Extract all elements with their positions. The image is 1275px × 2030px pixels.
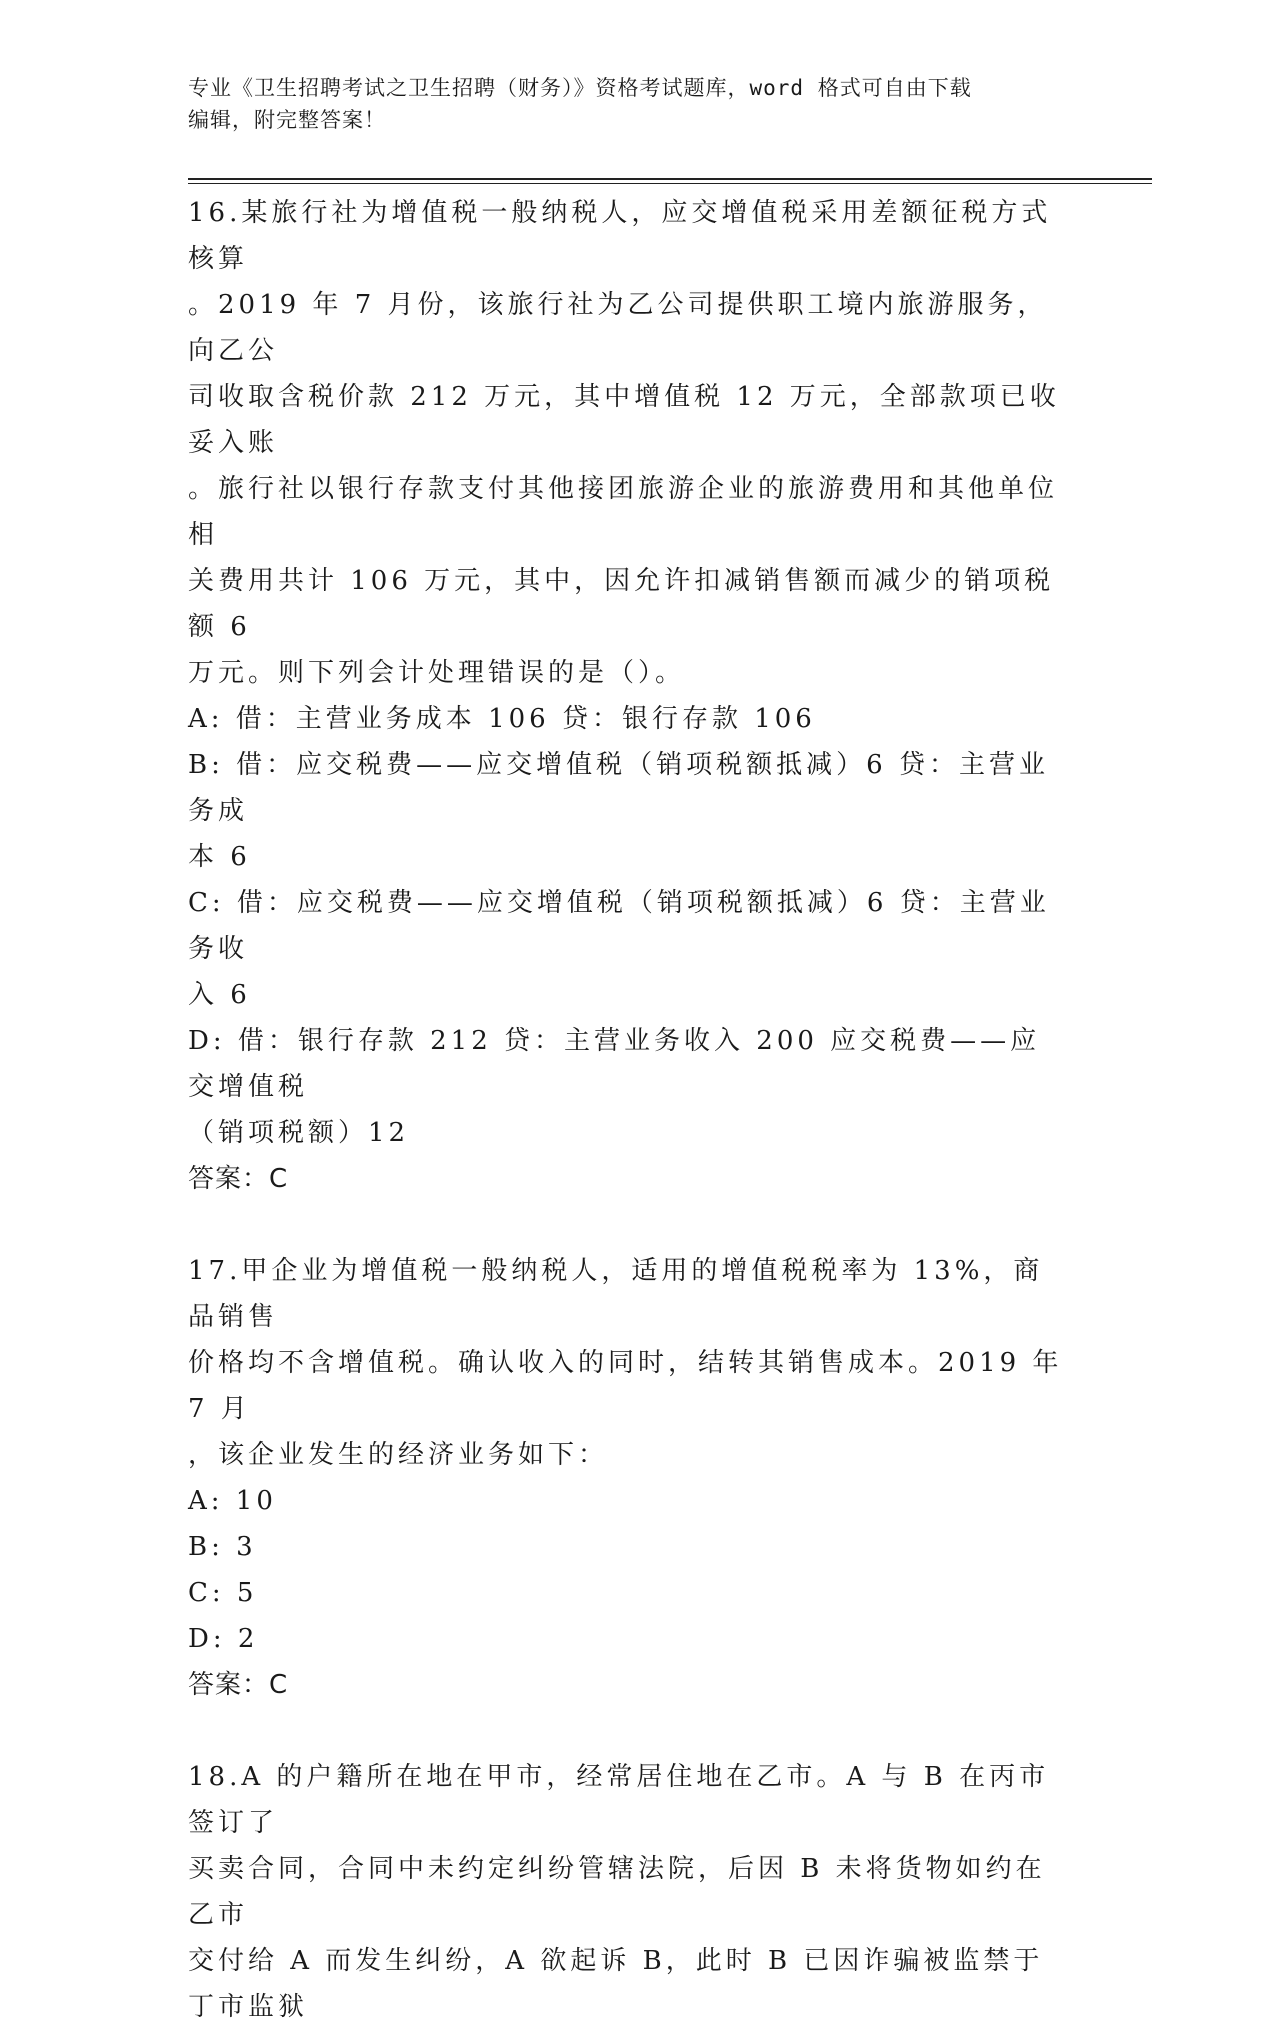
option-line: C: 5	[188, 1578, 258, 1608]
question-stem	[188, 190, 1068, 696]
question-stem	[188, 1754, 1068, 2030]
option-line: D: 借：银行存款 212 贷：主营业务收入 200 应交税费——应交增值税	[188, 1026, 1041, 1102]
stem-line: 18.A 的户籍所在地在甲市，经常居住地在乙市。A 与 B 在丙市签订了	[188, 1762, 1050, 1838]
option-line: C: 借：应交税费——应交增值税（销项税额抵减）6 贷：主营业务收	[188, 888, 1050, 964]
stem-line: ，该企业发生的经济业务如下：	[188, 1440, 609, 1470]
header-line-2: 编辑，附完整答案！	[188, 108, 386, 132]
stem-line: 17.甲企业为增值税一般纳税人，适用的增值税税率为 13%，商品销售	[188, 1256, 1044, 1332]
option-line: A: 10	[188, 1486, 277, 1516]
option-line: 本 6	[188, 842, 251, 872]
question-stem	[188, 1248, 1068, 1478]
question-18	[188, 1754, 1068, 2030]
option-line: B: 3	[188, 1532, 257, 1562]
document-header	[188, 72, 1068, 136]
stem-line: 。2019 年 7 月份，该旅行社为乙公司提供职工境内旅游服务，向乙公	[188, 290, 1048, 366]
answer-label: 答案：C	[188, 1670, 289, 1700]
option-line: 入 6	[188, 980, 251, 1010]
stem-line: 交付给 A 而发生纠纷，A 欲起诉 B，此时 B 已因诈骗被监禁于丁市监狱	[188, 1946, 1044, 2022]
stem-line: 万元。则下列会计处理错误的是（）。	[188, 658, 686, 688]
option-line: B: 借：应交税费——应交增值税（销项税额抵减）6 贷：主营业务成	[188, 750, 1049, 826]
option-line: D: 2	[188, 1624, 259, 1654]
header-rule-thin	[188, 183, 1152, 184]
question-list	[188, 190, 1068, 2030]
stem-line: 价格均不含增值税。确认收入的同时，结转其销售成本。2019 年 7 月	[188, 1348, 1063, 1424]
question-spacer	[188, 1708, 1068, 1754]
header-line-1: 专业《卫生招聘考试之卫生招聘（财务）》资格考试题库，word 格式可自由下载	[188, 76, 972, 100]
option-line: （销项税额）12	[188, 1118, 410, 1148]
option-list	[188, 696, 1068, 1156]
option-list	[188, 1478, 1068, 1662]
stem-line: 16.某旅行社为增值税一般纳税人，应交增值税采用差额征税方式核算	[188, 198, 1052, 274]
stem-line: 。旅行社以银行存款支付其他接团旅游企业的旅游费用和其他单位相	[188, 474, 1059, 550]
option-line: A: 借：主营业务成本 106 贷：银行存款 106	[188, 704, 816, 734]
question-spacer	[188, 1202, 1068, 1248]
answer-label: 答案：C	[188, 1164, 289, 1194]
stem-line: 买卖合同，合同中未约定纠纷管辖法院，后因 B 未将货物如约在乙市	[188, 1854, 1046, 1930]
question-16	[188, 190, 1068, 1202]
stem-line: 关费用共计 106 万元，其中，因允许扣减销售额而减少的销项税额 6	[188, 566, 1055, 642]
stem-line: 司收取含税价款 212 万元，其中增值税 12 万元，全部款项已收妥入账	[188, 382, 1060, 458]
question-17	[188, 1248, 1068, 1708]
header-rule-thick	[188, 178, 1152, 180]
